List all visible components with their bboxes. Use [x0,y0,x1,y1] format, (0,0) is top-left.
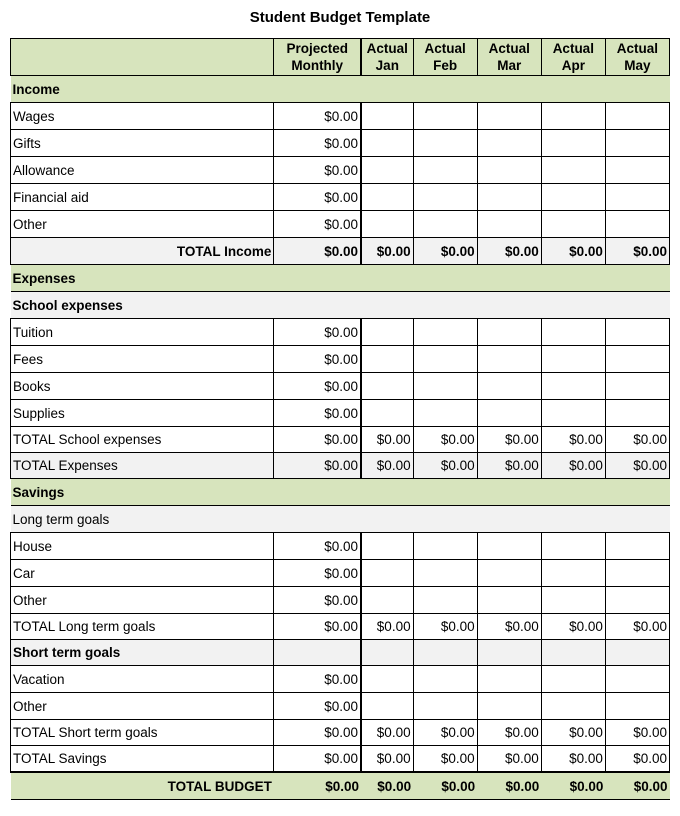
month-cell[interactable] [361,400,413,427]
month-cell[interactable] [605,533,669,560]
month-cell[interactable] [605,400,669,427]
month-cell[interactable] [541,184,605,211]
total-label[interactable]: TOTAL School expenses [11,427,274,453]
projected-cell[interactable]: $0.00 [274,666,361,693]
header-cell-apr[interactable]: Actual Apr [541,39,605,76]
month-cell[interactable] [477,184,541,211]
month-cell[interactable] [361,319,413,346]
month-cell[interactable] [361,103,413,130]
table-row [11,533,670,560]
total-cell[interactable]: $0.00 [605,427,669,453]
total-long-term-goals-row [11,614,670,640]
month-cell[interactable] [413,666,477,693]
month-cell[interactable] [541,587,605,614]
total-cell[interactable]: $0.00 [274,453,361,479]
projected-cell[interactable]: $0.00 [274,319,361,346]
total-cell[interactable]: $0.00 [605,746,669,773]
table-row [11,346,670,373]
month-cell[interactable] [477,640,541,666]
month-cell[interactable] [541,130,605,157]
month-cell[interactable] [413,533,477,560]
total-cell[interactable]: $0.00 [477,453,541,479]
projected-cell[interactable]: $0.00 [274,346,361,373]
month-cell[interactable] [605,666,669,693]
month-cell[interactable] [541,373,605,400]
month-cell[interactable] [477,587,541,614]
month-cell[interactable] [541,346,605,373]
projected-cell[interactable]: $0.00 [274,560,361,587]
total-expenses-row [11,453,670,479]
month-cell[interactable] [605,693,669,720]
month-cell[interactable] [605,587,669,614]
subsection-label[interactable]: Short term goals [11,640,274,666]
table-row [11,130,670,157]
section-label[interactable]: Savings [11,479,670,506]
month-cell[interactable] [605,373,669,400]
total-cell[interactable]: $0.00 [274,427,361,453]
section-income [11,76,670,103]
month-cell[interactable] [605,560,669,587]
total-cell[interactable]: $0.00 [274,238,361,265]
month-cell[interactable] [274,640,361,666]
header-row [11,39,670,76]
row-label[interactable]: Books [11,373,274,400]
total-cell[interactable]: $0.00 [274,746,361,773]
total-cell[interactable]: $0.00 [541,453,605,479]
total-cell[interactable]: $0.00 [274,772,361,800]
total-cell[interactable]: $0.00 [541,614,605,640]
row-label[interactable]: Other [11,587,274,614]
total-cell[interactable]: $0.00 [605,238,669,265]
month-cell[interactable] [413,346,477,373]
projected-cell[interactable]: $0.00 [274,373,361,400]
total-cell[interactable]: $0.00 [541,772,605,800]
month-cell[interactable] [605,103,669,130]
table-row [11,373,670,400]
row-label[interactable]: Car [11,560,274,587]
header-cell-jan[interactable]: Actual Jan [361,39,413,76]
month-cell[interactable] [413,400,477,427]
header-cell-label[interactable] [11,39,274,76]
month-cell[interactable] [477,103,541,130]
table-row [11,103,670,130]
header-cell-may[interactable]: Actual May [605,39,669,76]
total-cell[interactable]: $0.00 [361,772,413,800]
total-cell[interactable]: $0.00 [541,238,605,265]
total-cell[interactable]: $0.00 [361,453,413,479]
total-cell[interactable]: $0.00 [541,427,605,453]
month-cell[interactable] [477,560,541,587]
total-cell[interactable]: $0.00 [361,614,413,640]
projected-cell[interactable]: $0.00 [274,400,361,427]
month-cell[interactable] [541,157,605,184]
projected-cell[interactable]: $0.00 [274,103,361,130]
projected-cell[interactable]: $0.00 [274,211,361,238]
month-cell[interactable] [413,640,477,666]
subsection-school-expenses [11,292,670,319]
row-label[interactable]: Other [11,211,274,238]
table-row [11,560,670,587]
month-cell[interactable] [477,373,541,400]
month-cell[interactable] [361,640,413,666]
month-cell[interactable] [605,640,669,666]
total-cell[interactable]: $0.00 [413,238,477,265]
month-cell[interactable] [361,533,413,560]
total-cell[interactable]: $0.00 [605,614,669,640]
month-cell[interactable] [413,103,477,130]
total-cell[interactable]: $0.00 [477,746,541,773]
month-cell[interactable] [541,640,605,666]
month-cell[interactable] [605,211,669,238]
month-cell[interactable] [477,157,541,184]
total-cell[interactable]: $0.00 [413,614,477,640]
total-savings-row [11,746,670,773]
month-cell[interactable] [413,211,477,238]
month-cell[interactable] [541,400,605,427]
projected-cell[interactable]: $0.00 [274,533,361,560]
month-cell[interactable] [477,346,541,373]
month-cell[interactable] [605,157,669,184]
month-cell[interactable] [477,666,541,693]
month-cell[interactable] [361,211,413,238]
row-label[interactable]: Supplies [11,400,274,427]
projected-cell[interactable]: $0.00 [274,587,361,614]
header-cell-feb[interactable]: Actual Feb [413,39,477,76]
table-row [11,157,670,184]
total-short-term-goals-row [11,720,670,746]
table-row [11,587,670,614]
total-label[interactable]: TOTAL Expenses [11,453,274,479]
month-cell[interactable] [605,184,669,211]
month-cell[interactable] [541,560,605,587]
table-row [11,184,670,211]
total-cell[interactable]: $0.00 [413,746,477,773]
subsection-label[interactable]: Long term goals [11,506,670,533]
month-cell[interactable] [413,373,477,400]
total-cell[interactable]: $0.00 [413,720,477,746]
table-row [11,400,670,427]
total-cell[interactable]: $0.00 [413,427,477,453]
total-cell[interactable]: $0.00 [361,746,413,773]
month-cell[interactable] [541,211,605,238]
subsection-label[interactable]: School expenses [11,292,670,319]
row-label[interactable]: Allowance [11,157,274,184]
month-cell[interactable] [413,693,477,720]
month-cell[interactable] [413,184,477,211]
month-cell[interactable] [361,666,413,693]
total-income-row [11,238,670,265]
month-cell[interactable] [605,346,669,373]
table-row [11,319,670,346]
total-cell[interactable]: $0.00 [361,427,413,453]
total-cell[interactable]: $0.00 [541,720,605,746]
row-label[interactable]: Fees [11,346,274,373]
month-cell[interactable] [413,130,477,157]
total-cell[interactable]: $0.00 [605,772,669,800]
month-cell[interactable] [361,587,413,614]
row-label[interactable]: Gifts [11,130,274,157]
row-label[interactable]: Other [11,693,274,720]
projected-cell[interactable]: $0.00 [274,184,361,211]
section-label[interactable]: Expenses [11,265,670,292]
total-cell[interactable]: $0.00 [477,614,541,640]
month-cell[interactable] [541,319,605,346]
total-cell[interactable]: $0.00 [361,720,413,746]
subsection-short-term-goals [11,640,670,666]
month-cell[interactable] [541,693,605,720]
month-cell[interactable] [477,211,541,238]
total-school-expenses-row [11,427,670,453]
row-label[interactable]: Vacation [11,666,274,693]
row-label[interactable]: Financial aid [11,184,274,211]
row-label[interactable]: Tuition [11,319,274,346]
header-cell-projected[interactable]: Projected Monthly [274,39,361,76]
projected-cell[interactable]: $0.00 [274,157,361,184]
total-label[interactable]: TOTAL Short term goals [11,720,274,746]
projected-cell[interactable]: $0.00 [274,130,361,157]
total-label[interactable]: TOTAL Income [11,238,274,265]
section-savings [11,479,670,506]
table-row [11,211,670,238]
month-cell[interactable] [541,103,605,130]
month-cell[interactable] [413,587,477,614]
month-cell[interactable] [361,157,413,184]
month-cell[interactable] [477,130,541,157]
month-cell[interactable] [413,319,477,346]
page-title: Student Budget Template [249,9,431,26]
month-cell[interactable] [605,319,669,346]
month-cell[interactable] [413,560,477,587]
total-cell[interactable]: $0.00 [361,238,413,265]
total-label[interactable]: TOTAL Long term goals [11,614,274,640]
month-cell[interactable] [605,130,669,157]
month-cell[interactable] [477,693,541,720]
budget-table [10,38,670,800]
total-cell[interactable]: $0.00 [413,453,477,479]
month-cell[interactable] [361,346,413,373]
month-cell[interactable] [361,560,413,587]
total-label[interactable]: TOTAL BUDGET [11,772,274,800]
month-cell[interactable] [477,319,541,346]
projected-cell[interactable]: $0.00 [274,693,361,720]
total-cell[interactable]: $0.00 [477,427,541,453]
header-cell-mar[interactable]: Actual Mar [477,39,541,76]
total-cell[interactable]: $0.00 [477,772,541,800]
month-cell[interactable] [361,373,413,400]
total-label[interactable]: TOTAL Savings [11,746,274,773]
total-budget-row [11,772,670,800]
total-cell[interactable]: $0.00 [477,720,541,746]
month-cell[interactable] [477,533,541,560]
total-cell[interactable]: $0.00 [541,746,605,773]
month-cell[interactable] [477,400,541,427]
month-cell[interactable] [361,130,413,157]
section-label[interactable]: Income [11,76,670,103]
section-expenses [11,265,670,292]
table-row [11,666,670,693]
month-cell[interactable] [541,533,605,560]
total-cell[interactable]: $0.00 [413,772,477,800]
total-cell[interactable]: $0.00 [605,453,669,479]
month-cell[interactable] [361,693,413,720]
total-cell[interactable]: $0.00 [605,720,669,746]
total-cell[interactable]: $0.00 [477,238,541,265]
total-cell[interactable]: $0.00 [274,614,361,640]
row-label[interactable]: House [11,533,274,560]
subsection-long-term-goals [11,506,670,533]
month-cell[interactable] [413,157,477,184]
total-cell[interactable]: $0.00 [274,720,361,746]
month-cell[interactable] [541,666,605,693]
month-cell[interactable] [361,184,413,211]
table-row [11,693,670,720]
row-label[interactable]: Wages [11,103,274,130]
